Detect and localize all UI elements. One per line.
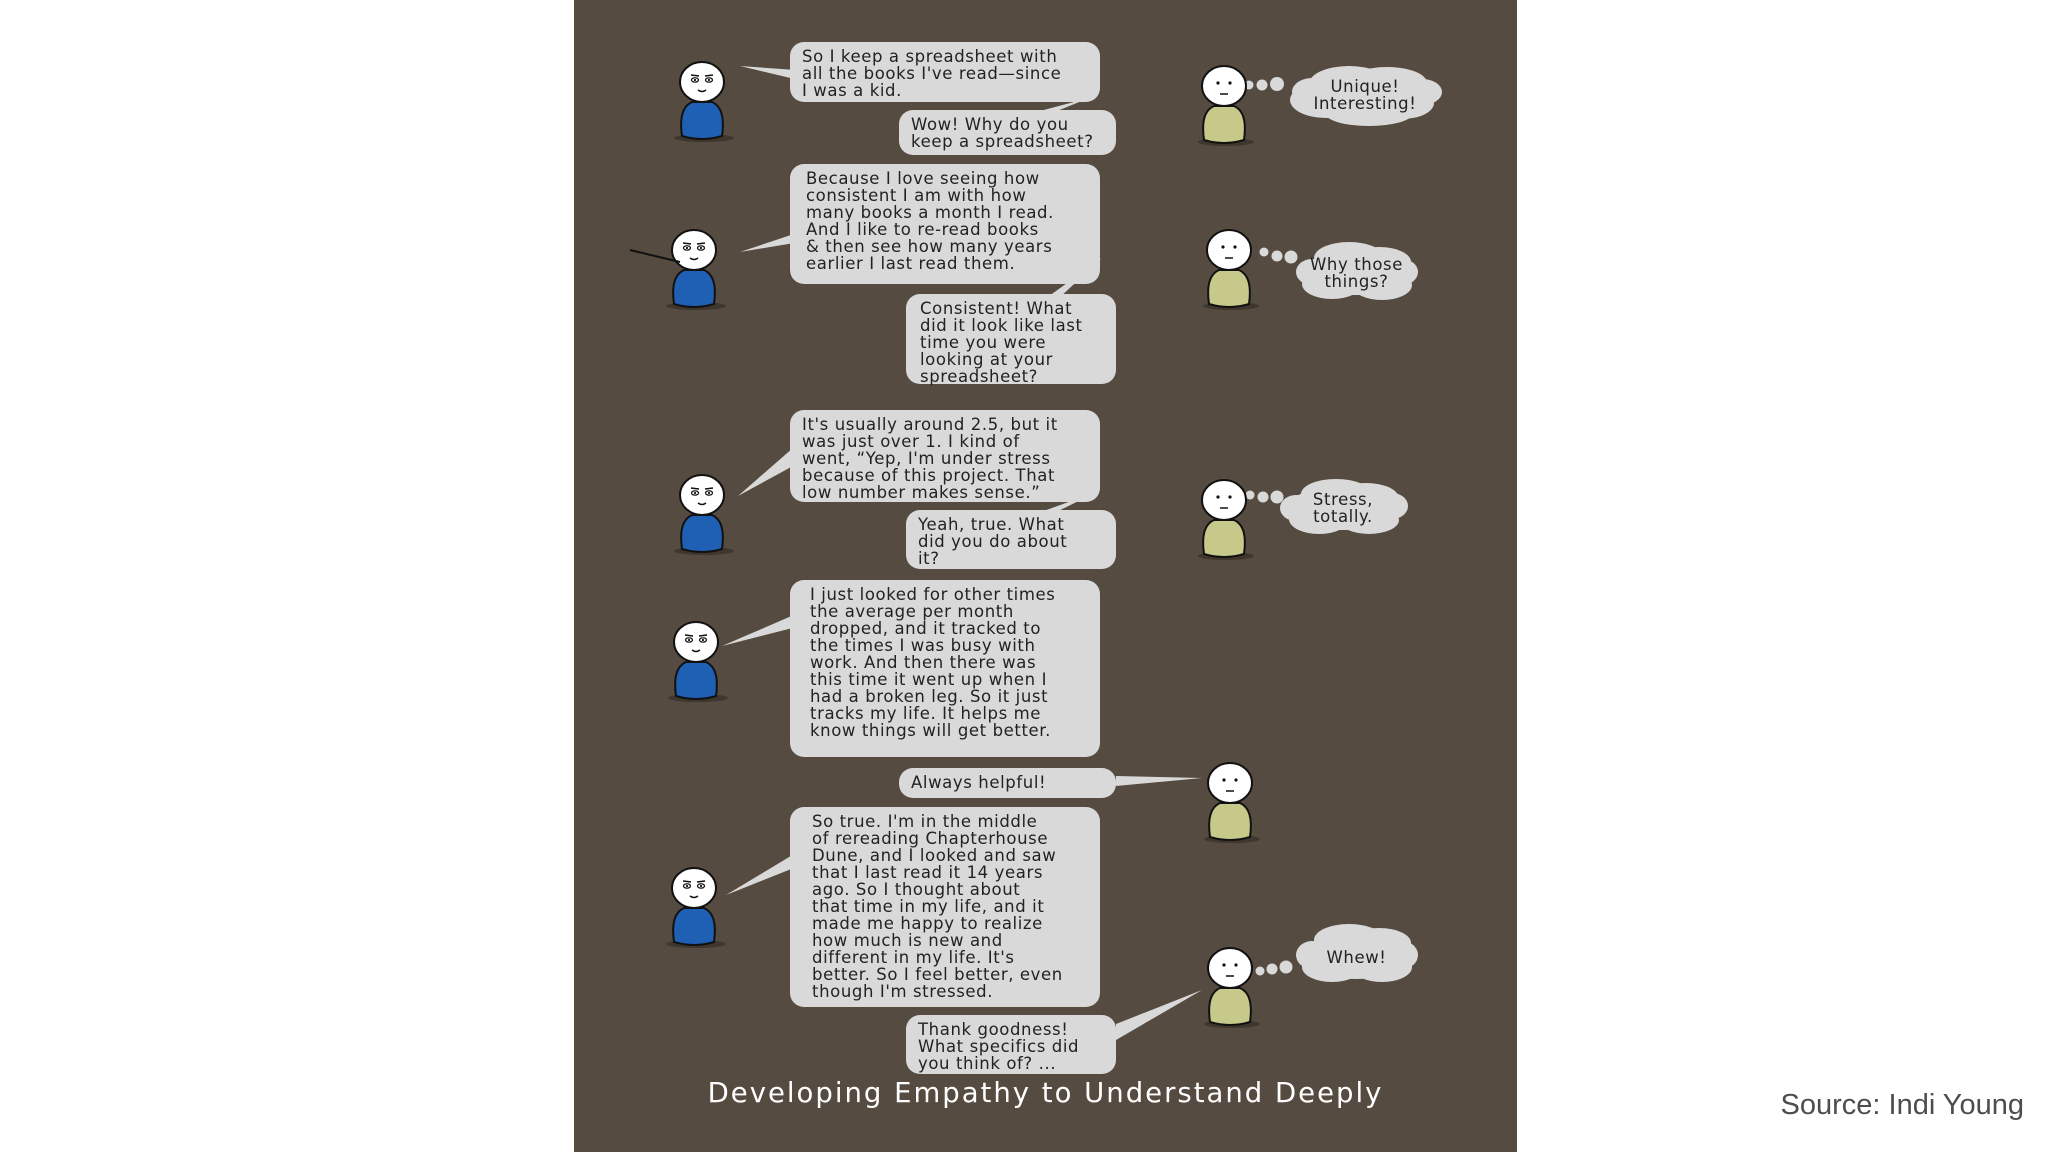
source-credit: Source: Indi Young: [1780, 1089, 2024, 1121]
thought-text: Whew!: [1326, 947, 1387, 967]
thought-text: Why those things?: [1310, 255, 1403, 291]
speech-bubble: Because I love seeing how consistent I am with how many books a month I read. And I like to re-read books & then see how many years earlier I last read them.: [790, 164, 1100, 284]
speech-tail: [1116, 776, 1202, 786]
speech-bubble: It's usually around 2.5, but it was just over 1. I kind of went, “Yep, I'm under stress because of this project. That low number makes sense.”: [790, 410, 1100, 502]
speech-bubble: Thank goodness! What specifics did you think of? ...: [906, 1015, 1116, 1074]
speech-bubble: So I keep a spreadsheet with all the books I've read—since I was a kid.: [790, 42, 1100, 102]
speech-tail: [1116, 990, 1202, 1040]
speech-tail: [738, 448, 793, 496]
speech-bubble: Wow! Why do you keep a spreadsheet?: [899, 110, 1116, 155]
thought-text: Unique! Interesting!: [1313, 77, 1417, 113]
blue-character: [630, 62, 734, 948]
thought-text: Stress, totally.: [1312, 490, 1374, 526]
speech-bubble: Yeah, true. What did you do about it?: [906, 510, 1116, 569]
green-character: [1198, 66, 1260, 1028]
comic-panel: [574, 0, 1517, 1152]
comic-title: Developing Empathy to Understand Deeply: [707, 1077, 1384, 1109]
speech-bubble: I just looked for other times the average per month dropped, and it tracked to the times I was busy with work. And then there was this time it went up when I had a broken leg. So it just tracks my life. It helps me know things will get better.: [790, 580, 1100, 757]
speech-bubble: Consistent! What did it look like last time you were looking at your spreadsheet?: [906, 294, 1116, 384]
speech-bubble: Always helpful!: [899, 768, 1116, 798]
speech-bubble: So true. I'm in the middle of rereading Chapterhouse Dune, and I looked and saw that I last read it 14 years ago. So I thought about that time in my life, and it made me happy to realize how much is new and different in my life. It's better. So I feel better, even though I'm stressed.: [790, 807, 1100, 1007]
